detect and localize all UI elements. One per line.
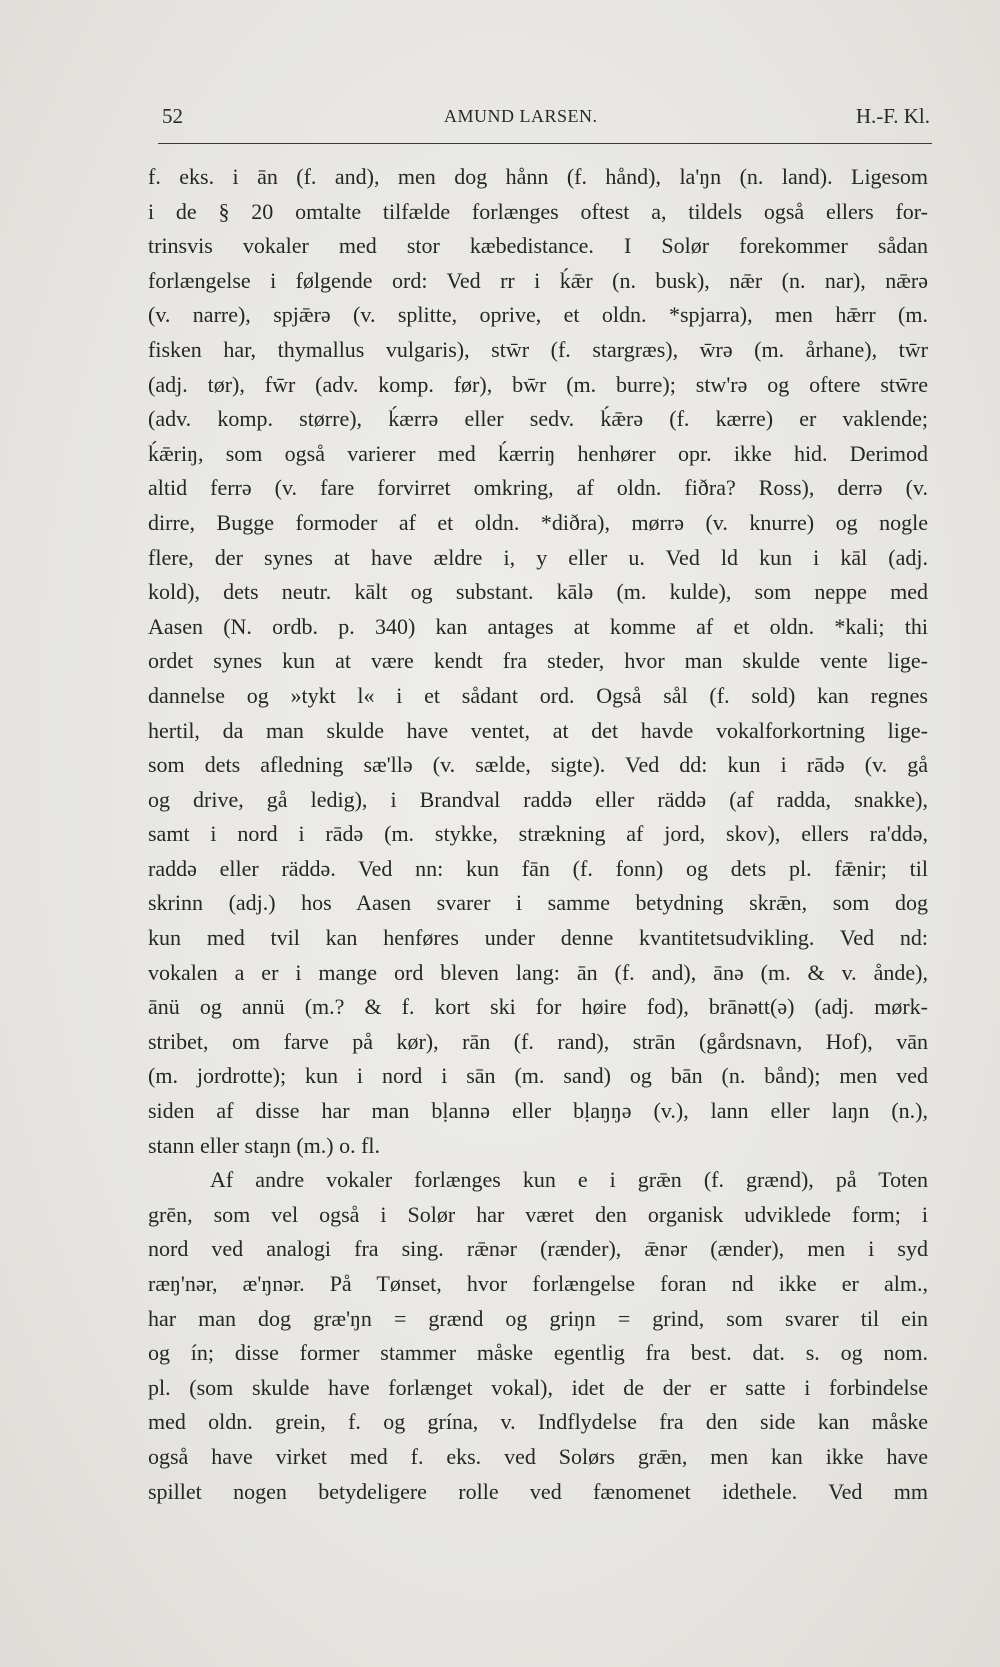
text-line: f. eks. i ān (f. and), men dog hånn (f. hånd), la'ŋn (n. land). Ligesom	[148, 164, 928, 189]
running-title-series: H.-F. Kl.	[855, 104, 930, 128]
page-number: 52	[162, 104, 183, 128]
text-line: (adj. tør), fw̄r (adv. komp. før), bw̄r (m. burre); stw'rə og oftere stw̄re	[148, 371, 928, 397]
text-line: vokalen a er i mange ord bleven lang: ān (f. and), ānə (m. & v. ånde),	[148, 959, 928, 985]
text-line: som dets afledning sæ'llə (v. sælde, sigte). Ved dd: kun i rādə (v. gå	[148, 752, 928, 778]
text-line: grēn, som vel også i Solør har været den organisk udviklede form; i	[148, 1201, 928, 1227]
body-text	[148, 160, 928, 1509]
text-line: ānü og annü (m.? & f. kort ski for høire fod), brānətt(ə) (adj. mørk-	[148, 994, 928, 1020]
text-line: nord ved analogi fra sing. rǣnər (rænder), ǣnər (ænder), men i syd	[148, 1236, 928, 1262]
text-line: forlængelse i følgende ord: Ved rr i ḱǣr (n. busk), nǣr (n. nar), nǣrə	[148, 267, 928, 293]
page-header	[162, 104, 930, 134]
text-line: skrinn (adj.) hos Aasen svarer i samme betydning skrǣn, som dog	[148, 890, 928, 916]
text-line: raddə eller räddə. Ved nn: kun fān (f. fonn) og dets pl. fǣnir; til	[148, 855, 928, 881]
text-line: stribet, om farve på kør), rān (f. rand), strān (gårdsnavn, Hof), vān	[148, 1028, 928, 1054]
text-line: dannelse og »tykt l« i et sådant ord. Også sål (f. sold) kan regnes	[148, 682, 928, 708]
text-line: (adv. komp. større), ḱærrə eller sedv. ḱǣrə (f. kærre) er vaklende;	[148, 406, 928, 432]
text-line: pl. (som skulde have forlænget vokal), idet de der er satte i forbindelse	[148, 1374, 928, 1400]
text-line: ordet synes kun at være kendt fra steder, hvor man skulde vente lige-	[148, 648, 928, 674]
text-line: siden af disse har man bḷannə eller bḷaŋŋə (v.), lann eller laŋn (n.),	[148, 1098, 928, 1124]
text-line: spillet nogen betydeligere rolle ved fænomenet idethele. Ved mm	[148, 1478, 928, 1504]
text-line: trinsvis vokaler med stor kæbedistance. I Solør forekommer sådan	[148, 233, 928, 259]
text-line: flere, der synes at have ældre i, y eller u. Ved ld kun i kāl (adj.	[148, 544, 928, 570]
text-line: også have virket med f. eks. ved Solørs grǣn, men kan ikke have	[148, 1443, 928, 1469]
text-line: altid ferrə (v. fare forvirret omkring, af oldn. fiðra? Ross), derrə (v.	[148, 475, 928, 501]
text-line: ḱǣriŋ, som også varierer med ḱærriŋ henhører opr. ikke hid. Derimod	[148, 440, 928, 466]
text-line: (v. narre), spjǣrə (v. splitte, oprive, et oldn. *spjarra), men hǣrr (m.	[148, 302, 928, 328]
text-line: dirre, Bugge formoder af et oldn. *diðra), mørrə (v. knurre) og nogle	[148, 509, 928, 535]
text-line: Af andre vokaler forlænges kun e i grǣn (f. grænd), på Toten	[210, 1167, 928, 1193]
text-line: og drive, gå ledig), i Brandval raddə eller räddə (af radda, snakke),	[148, 786, 928, 812]
text-line: hertil, da man skulde have ventet, at det havde vokalforkortning lige-	[148, 717, 928, 743]
text-line: har man dog græ'ŋn = grænd og griŋn = grind, som svarer til ein	[148, 1305, 928, 1331]
text-line: kold), dets neutr. kālt og substant. kālə (m. kulde), som neppe med	[148, 579, 928, 605]
text-line: Aasen (N. ordb. p. 340) kan antages at komme af et oldn. *kali; thi	[148, 613, 928, 639]
running-title-author: AMUND LARSEN.	[444, 106, 598, 126]
text-line: i de § 20 omtalte tilfælde forlænges oftest a, tildels også ellers for-	[148, 198, 928, 224]
header-rule	[158, 143, 932, 144]
text-line: med oldn. grein, f. og grína, v. Indflydelse fra den side kan måske	[148, 1409, 928, 1435]
text-line: og ín; disse former stammer måske egentlig fra best. dat. s. og nom.	[148, 1340, 928, 1366]
text-line: stann eller staŋn (m.) o. fl.	[148, 1132, 381, 1158]
text-line: fisken har, thymallus vulgaris), stw̄r (f. stargræs), w̄rə (m. århane), tw̄r	[148, 336, 928, 362]
text-line: ræŋ'nər, æ'ŋnər. På Tønset, hvor forlængelse foran nd ikke er alm.,	[148, 1271, 928, 1296]
text-line: samt i nord i rādə (m. stykke, strækning af jord, skov), ellers ra'ddə,	[148, 821, 928, 847]
text-line: (m. jordrotte); kun i nord i sān (m. sand) og bān (n. bånd); men ved	[148, 1063, 928, 1089]
text-line: kun med tvil kan henføres under denne kvantitetsudvikling. Ved nd:	[148, 925, 928, 951]
